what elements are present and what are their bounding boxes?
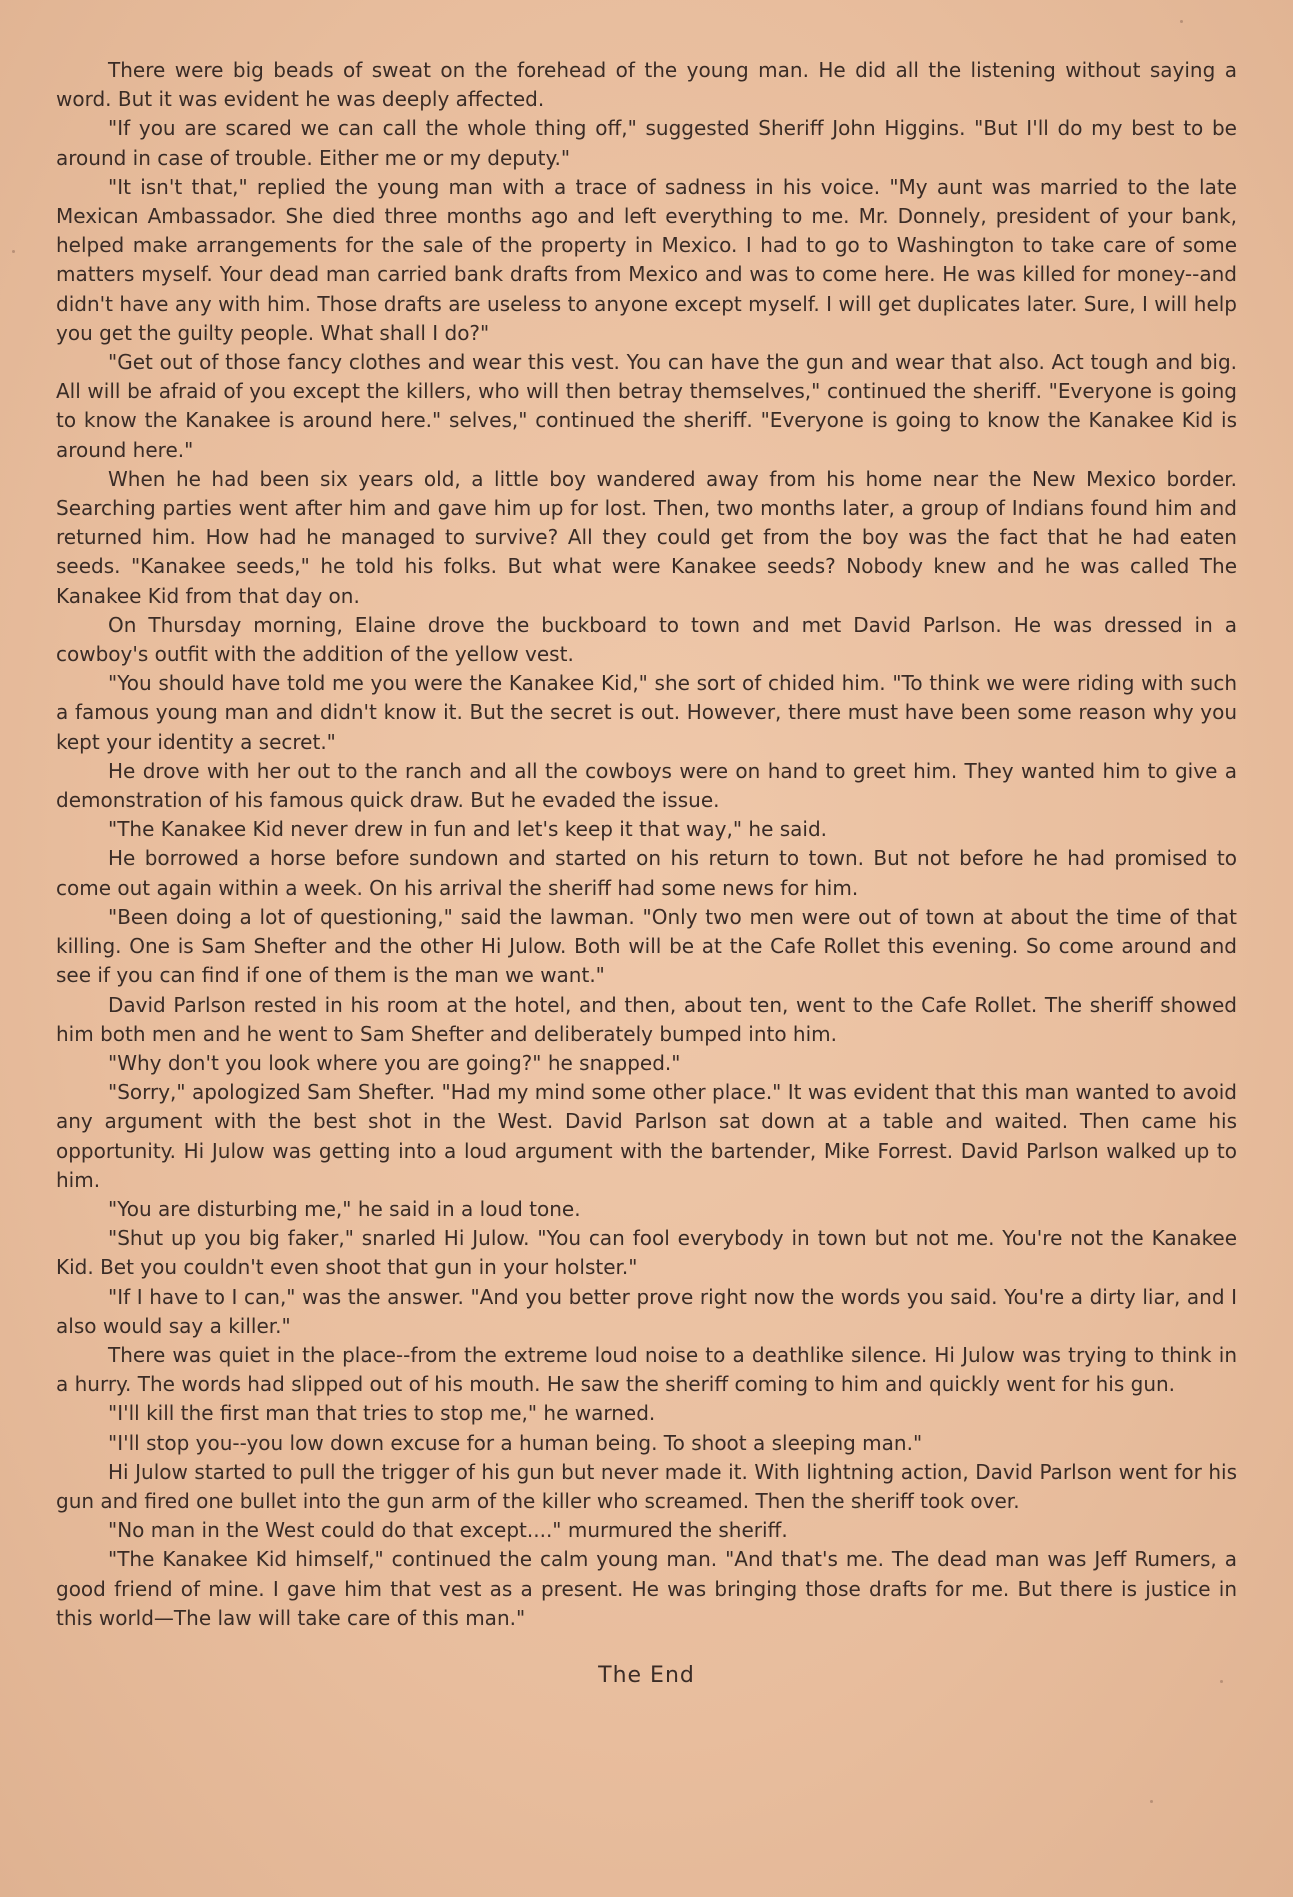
story-paragraph: There was quiet in the place--from the extreme loud noise to a deathlike silence. Hi Julow was trying to think in a hurry. The words had slipped out of his mouth. He saw the sheriff coming to him and quickly went for his gun. xyxy=(56,1342,1237,1397)
story-paragraph: He drove with her out to the ranch and all the cowboys were on hand to greet him. They wanted him to give a demonstration of his famous quick draw. But he evaded the issue. xyxy=(56,758,1237,813)
story-paragraph: Hi Julow started to pull the trigger of his gun but never made it. With lightning action, David Parlson went for his gun and fired one bullet into the gun arm of the killer who screamed. Then the sheriff took over. xyxy=(56,1459,1237,1513)
story-paragraph: "Been doing a lot of questioning," said the lawman. "Only two men were out of town at about the time of that killing. One is Sam Shefter and the other Hi Julow. Both will be at the Cafe Rollet this evening. So come around and see if you can find if one of them is the man we want." xyxy=(56,904,1237,988)
story-paragraph: When he had been six years old, a little boy wandered away from his home near the New Mexico border. Searching parties went after him and gave him up for lost. Then, two months later, a group of Indians found him and returned him. How had he managed to survive? All they could get from the boy was the fact that he had eaten seeds. "Kanakee seeds," he told his folks. But what were Kanakee seeds? Nobody knew and he was called The Kanakee Kid from that day on. xyxy=(56,466,1237,608)
story-text xyxy=(56,56,1237,1633)
story-paragraph: He borrowed a horse before sundown and started on his return to town. But not before he had promised to come out again within a week. On his arrival the sheriff had some news for him. xyxy=(56,846,1237,900)
story-paragraph: "You are disturbing me," he said in a loud tone. xyxy=(108,1196,581,1221)
story-paragraph: "The Kanakee Kid himself," continued the calm young man. "And that's me. The dead man was Jeff Rumers, a good friend of mine. I gave him that vest as a present. He was bringing those drafts for me. But there is justice in this world—The law will take care of this man." xyxy=(56,1547,1237,1630)
story-paragraph: "Sorry," apologized Sam Shefter. "Had my mind some other place." It was evident that this man wanted to avoid any argument with the best shot in the West. David Parlson sat down at a table and waited. Then came his opportunity. Hi Julow was getting into a loud argument with the bartender, Mike Forrest. David Parlson walked up to him. xyxy=(56,1080,1237,1192)
story-paragraph: "If you are scared we can call the whole thing off," suggested Sheriff John Higgins. "But I'll do my best to be around in case of trouble. Either me or my deputy." xyxy=(56,116,1237,170)
paper-speck xyxy=(1150,1800,1153,1803)
story-paragraph: David Parlson rested in his room at the hotel, and then, about ten, went to the Cafe Rollet. The sheriff showed him both men and he went to Sam Shefter and deliberately bumped into him. xyxy=(56,992,1237,1046)
story-paragraph: "I'll stop you--you low down excuse for a human being. To shoot a sleeping man." xyxy=(108,1430,923,1455)
story-paragraph: "If I have to I can," was the answer. "And you better prove right now the words you said. You're a dirty liar, and I also would say a killer." xyxy=(56,1284,1237,1338)
story-paragraph: There were big beads of sweat on the forehead of the young man. He did all the listening without saying a word. But it was evident he was deeply affected. xyxy=(56,58,1237,112)
the-end-label: The End xyxy=(598,1662,695,1688)
paper-speck xyxy=(1220,1680,1223,1683)
paper-speck xyxy=(1180,20,1183,23)
story-paragraph: "No man in the West could do that except...." murmured the sheriff. xyxy=(108,1518,788,1543)
paper-speck xyxy=(12,250,15,253)
story-paragraph: "It isn't that," replied the young man with a trace of sadness in his voice. "My aunt was married to the late Mexican Ambassador. She died three months ago and left everything to me. Mr. Donnely, president of your bank, helped make arrangements for the sale of the property in Mexico. I had to go to Washington to take care of some matters myself. Your dead man carried bank drafts from Mexico and was to come here. He was killed for money--and didn't have any with him. Those drafts are useless to anyone except myself. I will get duplicates later. Sure, I will help you get the guilty people. What shall I do?" xyxy=(56,174,1237,345)
story-paragraph: "Get out of those fancy clothes and wear this vest. You can have the gun and wear that also. Act tough and big. All will be afraid of you except the killers, who will then betray themselves," continued the sheriff. "Everyone is going to know the Kanakee is around here." selves," continued the sheriff. "Everyone is going to know the Kanakee Kid is around here." xyxy=(56,350,1237,462)
story-paragraph: "Why don't you look where you are going?" he snapped." xyxy=(108,1050,681,1075)
story-paragraph: On Thursday morning, Elaine drove the buckboard to town and met David Parlson. He was dressed in a cowboy's outfit with the addition of the yellow vest. xyxy=(56,612,1237,667)
story-paragraph: "Shut up you big faker," snarled Hi Julow. "You can fool everybody in town but not me. You're not the Kanakee Kid. Bet you couldn't even shoot that gun in your holster." xyxy=(56,1226,1237,1280)
story-paragraph: "The Kanakee Kid never drew in fun and let's keep it that way," he said. xyxy=(108,817,828,842)
story-paragraph: "I'll kill the first man that tries to stop me," he warned. xyxy=(108,1401,656,1426)
story-paragraph: "You should have told me you were the Kanakee Kid," she sort of chided him. "To think we were riding with such a famous young man and didn't know it. But the secret is out. However, there must have been some reason why you kept your identity a secret." xyxy=(56,671,1237,754)
